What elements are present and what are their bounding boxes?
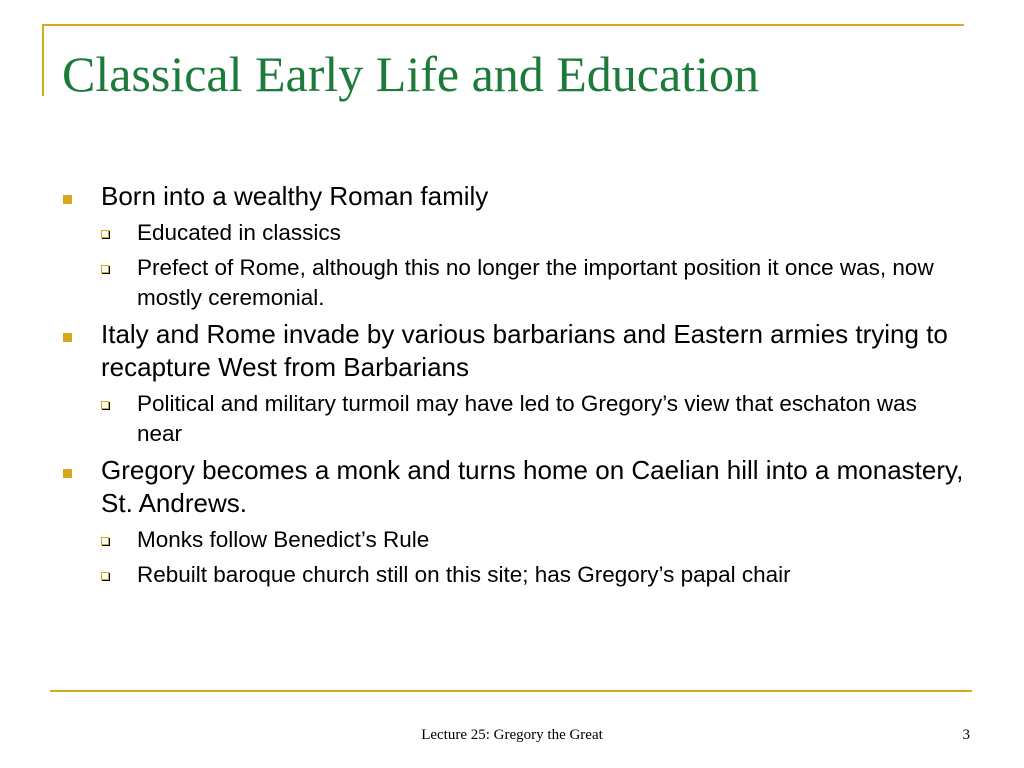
sub-bullet-text: Prefect of Rome, although this no longer the important position it once was, now mostly ceremonial. [137, 255, 934, 310]
sub-bullet-text: Rebuilt baroque church still on this site; has Gregory’s papal chair [137, 562, 791, 587]
hollow-square-bullet-icon [101, 537, 109, 545]
bullet-text: Gregory becomes a monk and turns home on Caelian hill into a monastery, St. Andrews. [101, 455, 964, 518]
sub-bullet-item [0, 218, 1024, 248]
filled-square-bullet-icon [63, 333, 72, 342]
sub-bullet-item [0, 389, 1024, 449]
hollow-square-bullet-icon [101, 265, 109, 273]
filled-square-bullet-icon [63, 195, 72, 204]
hollow-square-bullet-icon [101, 401, 109, 409]
page-number: 3 [962, 727, 970, 743]
sub-bullet-item [0, 525, 1024, 555]
bullet-item [0, 454, 1024, 520]
bullet-item [0, 318, 1024, 384]
slide-title: Classical Early Life and Education [62, 46, 759, 102]
bullet-item [0, 180, 1024, 213]
frame-left-rule [42, 24, 44, 96]
filled-square-bullet-icon [63, 469, 72, 478]
hollow-square-bullet-icon [101, 230, 109, 238]
sub-bullet-text: Monks follow Benedict’s Rule [137, 527, 430, 552]
footer-text: Lecture 25: Gregory the Great [421, 727, 603, 743]
bullet-list [0, 180, 1024, 590]
sub-bullet-text: Political and military turmoil may have led to Gregory’s view that eschaton was near [137, 391, 917, 446]
sub-bullet-text: Educated in classics [137, 220, 341, 245]
sub-bullet-item [0, 560, 1024, 590]
bullet-text: Italy and Rome invade by various barbarians and Eastern armies trying to recapture West from Barbarians [101, 319, 948, 382]
footer-rule [50, 690, 972, 692]
frame-top-rule [42, 24, 964, 26]
bullet-text: Born into a wealthy Roman family [101, 181, 489, 211]
hollow-square-bullet-icon [101, 572, 109, 580]
sub-bullet-item [0, 253, 1024, 313]
